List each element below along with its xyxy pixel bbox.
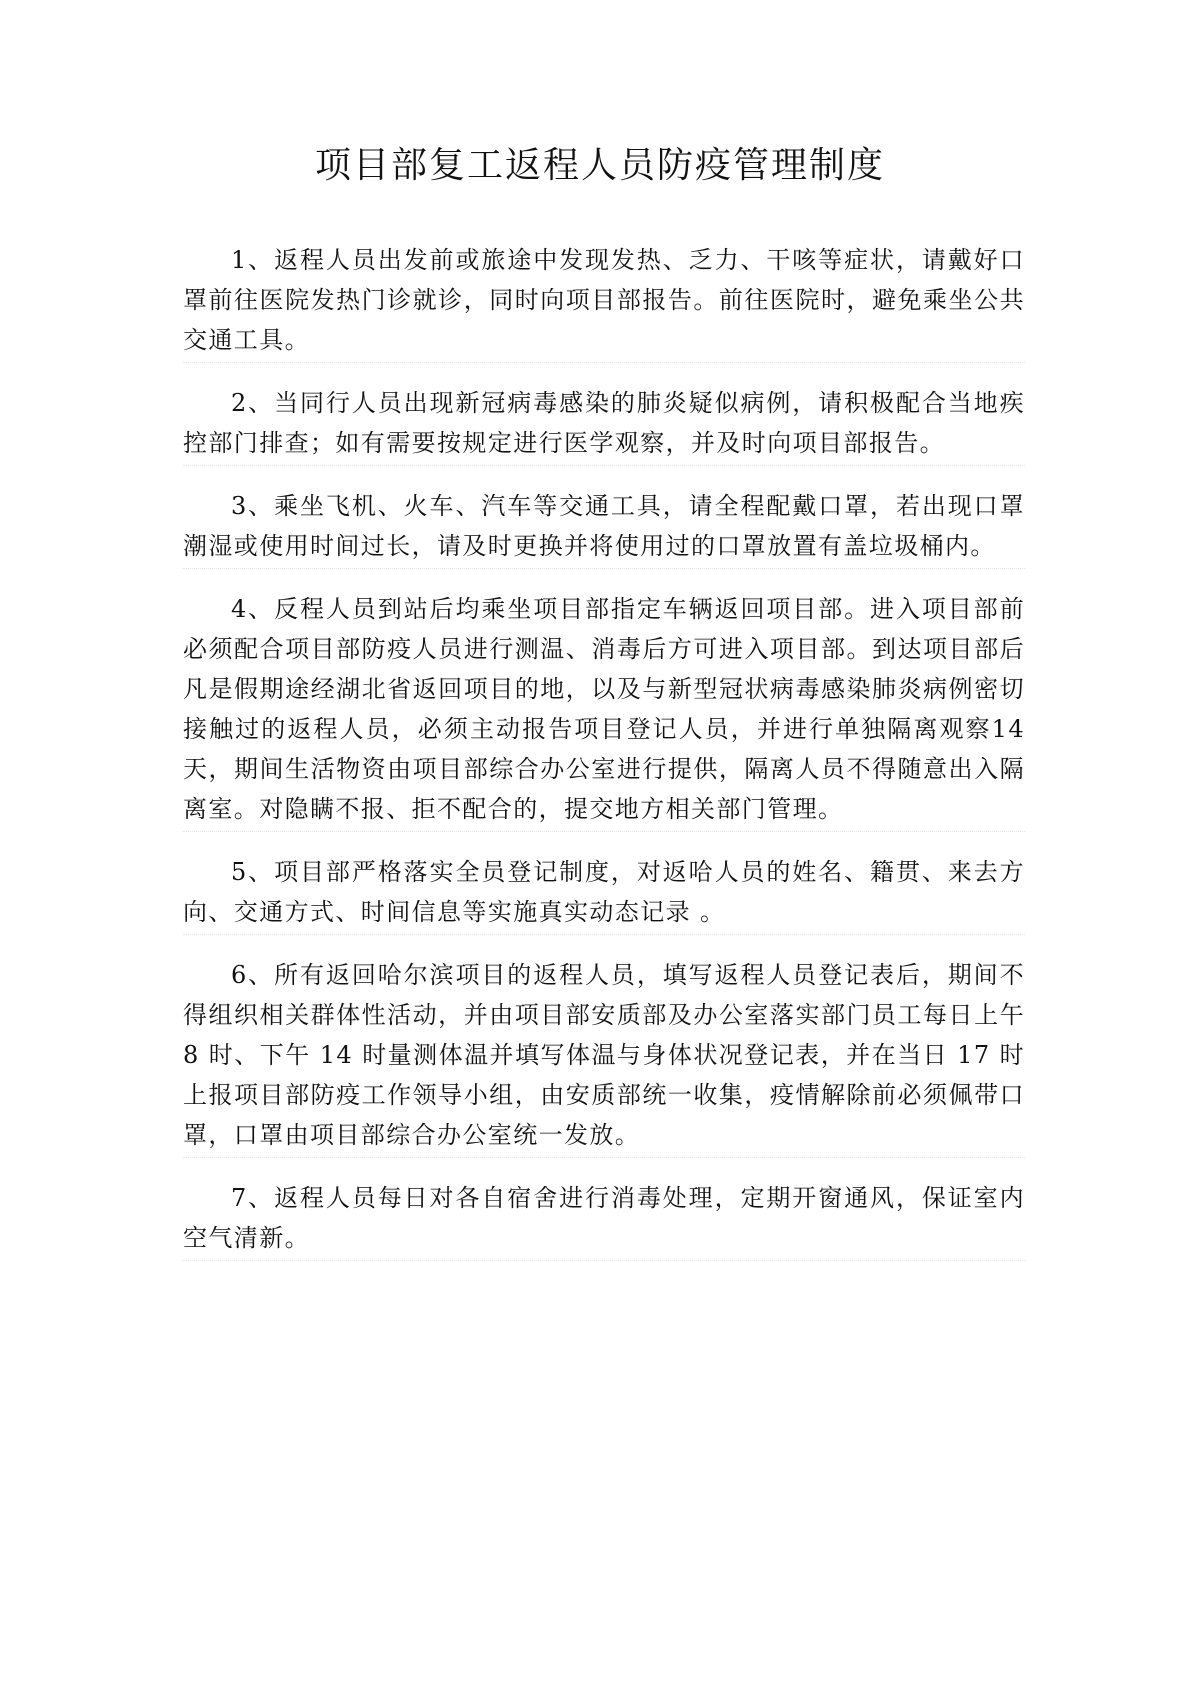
paragraph-4: 4、反程人员到站后均乘坐项目部指定车辆返回项目部。进入项目部前必须配合项目部防疫人员进行测温、消毒后方可进入项目部。到达项目部后凡是假期途经湖北省返回项目的地，以及与新型冠状病毒感染肺炎病例密切接触过的返程人员，必须主动报告项目登记人员，并进行单独隔离观察14天，期间生活物资由项目部综合办公室进行提供，隔离人员不得随意出入隔离室。对隐瞒不报、拒不配合的，提交地方相关部门管理。 — [183, 589, 1025, 832]
document-title: 项目部复工返程人员防疫管理制度 — [314, 145, 885, 186]
paragraph-7: 7、返程人员每日对各自宿舍进行消毒处理，定期开窗通风，保证室内空气清新。 — [183, 1178, 1025, 1261]
paragraph-2: 2、当同行人员出现新冠病毒感染的肺炎疑似病例，请积极配合当地疾控部门排查；如有需要按规定进行医学观察，并及时向项目部报告。 — [183, 383, 1025, 466]
paragraph-1: 1、返程人员出发前或旅途中发现发热、乏力、干咳等症状，请戴好口罩前往医院发热门诊就诊，同时向项目部报告。前往医院时，避免乘坐公共交通工具。 — [183, 240, 1025, 363]
document-body — [183, 240, 1025, 1281]
paragraph-5: 5、项目部严格落实全员登记制度，对返哈人员的姓名、籍贯、来去方向、交通方式、时间信息等实施真实动态记录 。 — [183, 852, 1025, 935]
paragraph-3: 3、乘坐飞机、火车、汽车等交通工具，请全程配戴口罩，若出现口罩潮湿或使用时间过长，请及时更换并将使用过的口罩放置有盖垃圾桶内。 — [183, 486, 1025, 569]
paragraph-6: 6、所有返回哈尔滨项目的返程人员，填写返程人员登记表后，期间不得组织相关群体性活动，并由项目部安质部及办公室落实部门员工每日上午 8 时、下午 14 时量测体温并填写体温与身体状况登记表，并在当日 17 时上报项目部防疫工作领导小组，由安质部统一收集，疫情解除前必须佩带口罩，口罩由项目部综合办公室统一发放。 — [183, 955, 1025, 1158]
